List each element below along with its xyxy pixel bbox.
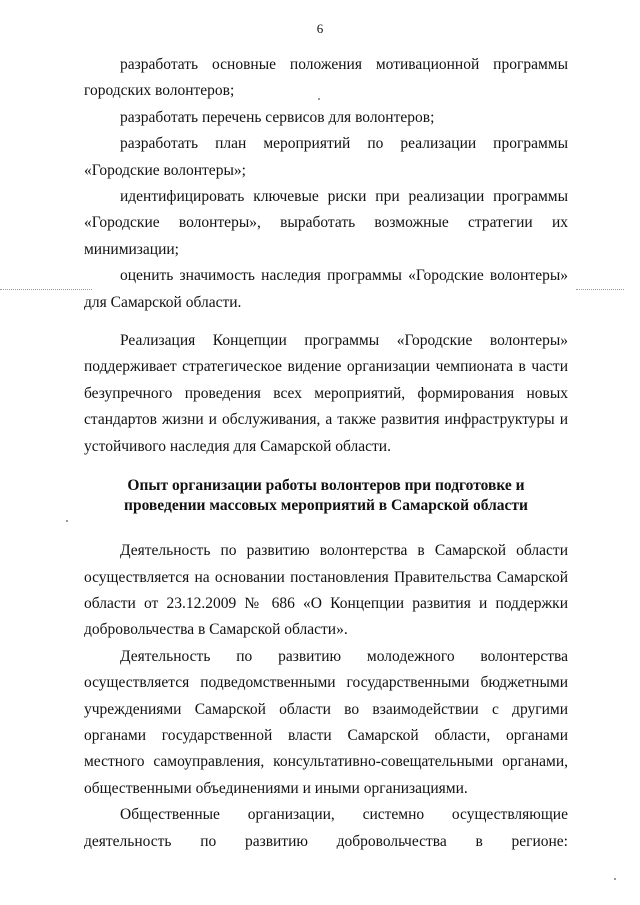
heading-line: Опыт организации работы волонтеров при подготовке и [127, 477, 525, 495]
body-text [84, 52, 568, 855]
section-heading [84, 476, 568, 516]
paragraph: Реализация Концепции программы «Городские волонтеры» поддерживает стратегическое видение организации чемпионата в части безупречного проведения всех мероприятий, формирования новых стандартов жизни и обслуживания, а также развития инфраструктуры и устойчивого наследия для Самарской области. [84, 332, 568, 455]
scan-artifact-dot [614, 878, 616, 880]
scan-artifact-dot [66, 520, 68, 522]
scan-artifact-line-left [0, 289, 92, 290]
paragraph: разработать основные положения мотивационной программы городских волонтеров; [84, 56, 568, 100]
paragraph: Деятельность по развитию волонтерства в Самарской области осуществляется на основании постановления Правительства Самарской области от 23.12.2009 № 686 «О Концепции развития и поддержки добровольчества в Самарской области». [84, 542, 568, 639]
page-number: 6 [316, 21, 324, 36]
paragraph: разработать план мероприятий по реализации программы «Городские волонтеры»; [84, 135, 568, 179]
paragraph: оценить значимость наследия программы «Городские волонтеры» для Самарской области. [84, 267, 568, 311]
heading-line: проведении массовых мероприятий в Самарской области [124, 497, 528, 515]
paragraph: Деятельность по развитию молодежного волонтерства осуществляется подведомственными государственными бюджетными учреждениями Самарской области во взаимодействии с другими органами государственной власти Самарской области, органами местного самоуправления, консультативно-совещательными органами, общественными объединениями и иными организациями. [84, 647, 568, 797]
paragraph: разработать перечень сервисов для волонтеров; [120, 108, 435, 126]
paragraph: идентифицировать ключевые риски при реализации программы «Городские волонтеры», выработать возможные стратегии их минимизации; [84, 188, 568, 258]
paragraph: Общественные организации, системно осуществляющие деятельность по развитию добровольчества в регионе: [84, 806, 568, 850]
scan-artifact-line-right [576, 289, 624, 290]
